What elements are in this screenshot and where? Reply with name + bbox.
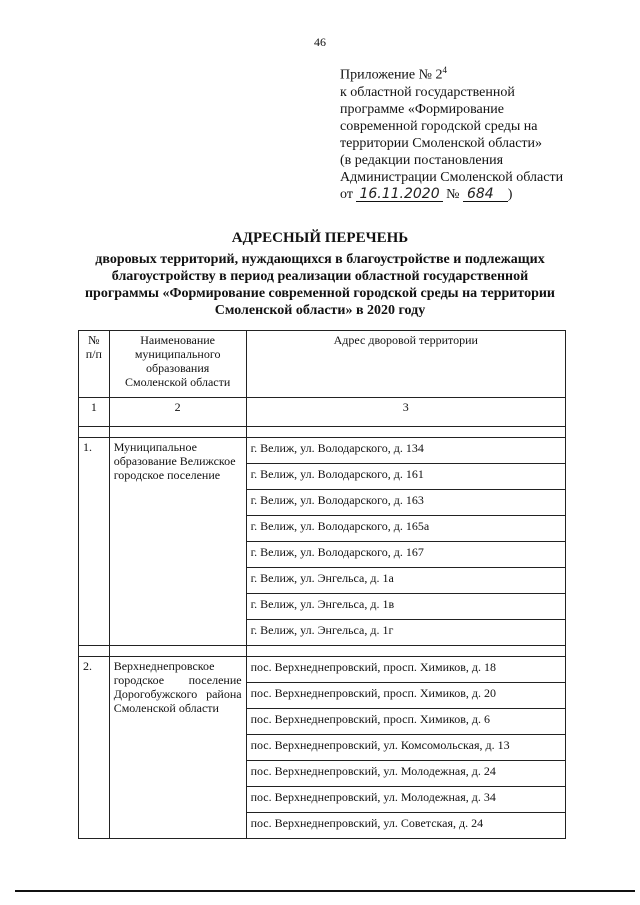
address-cell: г. Велиж, ул. Володарского, д. 161 bbox=[246, 464, 565, 490]
appendix-date-line bbox=[340, 186, 600, 203]
row-number: 1. bbox=[79, 438, 110, 646]
appendix-block bbox=[340, 62, 600, 203]
spacer-row bbox=[79, 646, 566, 657]
address-cell: г. Велиж, ул. Володарского, д. 167 bbox=[246, 542, 565, 568]
appendix-line: программе «Формирование bbox=[340, 101, 504, 117]
closing-paren: ) bbox=[507, 186, 513, 202]
address-cell: г. Велиж, ул. Володарского, д. 134 bbox=[246, 438, 565, 464]
date-prefix: от bbox=[340, 186, 353, 202]
table-row bbox=[79, 438, 566, 464]
header-name: Наименование муниципального образования Смоленской области bbox=[109, 331, 246, 398]
address-cell: г. Велиж, ул. Володарского, д. 165а bbox=[246, 516, 565, 542]
appendix-line: (в редакции постановления bbox=[340, 152, 504, 168]
municipality-name: Муниципальное образование Велижское городское поселение bbox=[109, 438, 246, 646]
header-num: № п/п bbox=[79, 331, 110, 398]
table-header-row bbox=[79, 331, 566, 398]
appendix-line: к областной государственной bbox=[340, 84, 515, 100]
handwritten-date: 16.11.2020 bbox=[356, 187, 442, 202]
appendix-title: Приложение № $2^4$ bbox=[340, 65, 447, 83]
document-heading bbox=[0, 230, 640, 319]
municipality-name: Верхнеднепровское городское поселение Дорогобужского района Смоленской области bbox=[109, 657, 246, 839]
handwritten-number: 684 bbox=[463, 187, 508, 202]
appendix-line: современной городской среды на bbox=[340, 118, 538, 134]
address-cell: г. Велиж, ул. Энгельса, д. 1г bbox=[246, 620, 565, 646]
address-cell: г. Велиж, ул. Володарского, д. 163 bbox=[246, 490, 565, 516]
header-address: Адрес дворовой территории bbox=[246, 331, 565, 398]
bottom-rule bbox=[15, 890, 635, 892]
address-cell: пос. Верхнеднепровский, просп. Химиков, д. 18 bbox=[246, 657, 565, 683]
column-number: 2 bbox=[109, 398, 246, 427]
address-cell: пос. Верхнеднепровский, просп. Химиков, д. 20 bbox=[246, 683, 565, 709]
table-row bbox=[79, 657, 566, 683]
row-number: 2. bbox=[79, 657, 110, 839]
address-cell: пос. Верхнеднепровский, просп. Химиков, д. 6 bbox=[246, 709, 565, 735]
address-cell: пос. Верхнеднепровский, ул. Советская, д. 24 bbox=[246, 813, 565, 839]
address-cell: пос. Верхнеднепровский, ул. Молодежная, д. 34 bbox=[246, 787, 565, 813]
appendix-line: Администрации Смоленской области bbox=[340, 169, 564, 185]
column-numbers-row bbox=[79, 398, 566, 427]
page-number: 46 bbox=[314, 35, 326, 49]
number-sign: № bbox=[446, 186, 460, 202]
address-cell: пос. Верхнеднепровский, ул. Молодежная, д. 24 bbox=[246, 761, 565, 787]
appendix-line: территории Смоленской области» bbox=[340, 135, 543, 151]
address-cell: г. Велиж, ул. Энгельса, д. 1а bbox=[246, 568, 565, 594]
column-number: 3 bbox=[246, 398, 565, 427]
heading-subtitle: дворовых территорий, нуждающихся в благоустройстве и подлежащих благоустройству в период реализации областной государственной программы «Формирование современной городской среды на территории Смоленской области» в 2020 году bbox=[84, 252, 555, 318]
address-cell: г. Велиж, ул. Энгельса, д. 1в bbox=[246, 594, 565, 620]
spacer-row bbox=[79, 427, 566, 438]
address-cell: пос. Верхнеднепровский, ул. Комсомольская, д. 13 bbox=[246, 735, 565, 761]
column-number: 1 bbox=[79, 398, 110, 427]
heading-title: АДРЕСНЫЙ ПЕРЕЧЕНЬ bbox=[231, 230, 409, 246]
appendix-title-superscript: 4 bbox=[442, 65, 447, 75]
address-table bbox=[78, 330, 566, 839]
